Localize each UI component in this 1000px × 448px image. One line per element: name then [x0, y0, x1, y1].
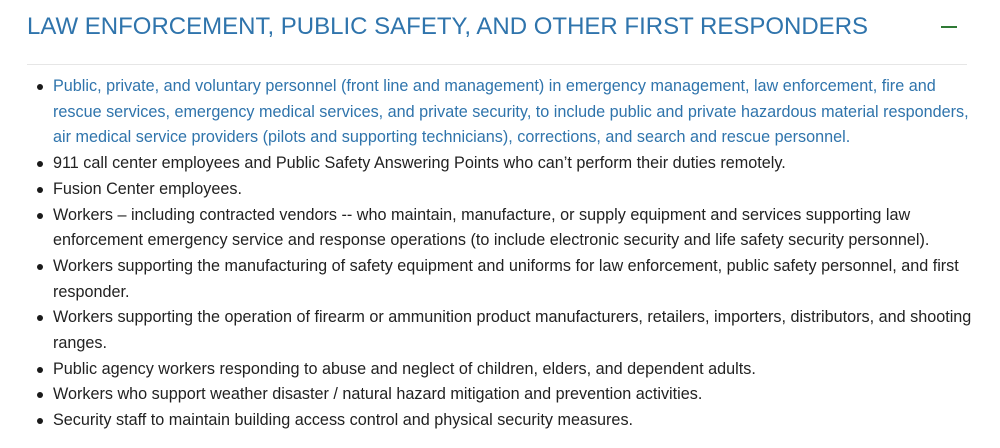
section-title[interactable]: LAW ENFORCEMENT, PUBLIC SAFETY, AND OTHER FIRST RESPONDERS [27, 13, 869, 40]
list-item-text: 911 call center employees and Public Safety Answering Points who can’t perform their duties remotely. [53, 154, 786, 173]
list-item-text: Workers who support weather disaster / natural hazard mitigation and prevention activities. [53, 385, 703, 404]
list-item [31, 305, 981, 356]
list-item-text: Workers – including contracted vendors -- who maintain, manufacture, or supply equipment and services supporting law enforcement emergency service and response operations (to include electronic security and life safety security personnel). [53, 205, 930, 250]
bullet-icon [37, 367, 43, 373]
list-item-text: Security staff to maintain building access control and physical security measures. [53, 411, 634, 430]
bullet-icon [37, 418, 43, 424]
bullet-icon [37, 84, 43, 90]
list-item-text: Workers supporting the manufacturing of safety equipment and uniforms for law enforcement, public safety personnel, and first responder. [53, 256, 959, 301]
bullet-icon [37, 187, 43, 193]
bullet-icon [37, 392, 43, 398]
list-item-link-text[interactable]: Public, private, and voluntary personnel (front line and management) in emergency management, law enforcement, fire and rescue services, emergency medical services, and private security, to include public and private hazardous material responders, air medical service providers (pilots and supporting technicians), corrections, and search and rescue personnel. [53, 77, 969, 147]
minus-icon[interactable] [941, 26, 957, 28]
list-item [31, 203, 981, 254]
bullet-icon [37, 264, 43, 270]
list-item [31, 177, 981, 203]
list-item [31, 408, 981, 434]
list-item-text: Workers supporting the operation of firearm or ammunition product manufacturers, retailers, importers, distributors, and shooting ranges. [53, 308, 972, 353]
list-item-link[interactable] [31, 74, 981, 151]
responder-list [31, 74, 981, 434]
bullet-icon [37, 161, 43, 167]
accordion-body [31, 74, 981, 434]
bullet-icon [37, 213, 43, 219]
list-item [31, 382, 981, 408]
list-item [31, 357, 981, 383]
bullet-icon [37, 315, 43, 321]
list-item [31, 151, 981, 177]
list-item-text: Fusion Center employees. [53, 179, 242, 198]
accordion-header[interactable] [27, 0, 967, 65]
list-item-text: Public agency workers responding to abuse and neglect of children, elders, and dependent adults. [53, 359, 756, 378]
list-item [31, 254, 981, 305]
